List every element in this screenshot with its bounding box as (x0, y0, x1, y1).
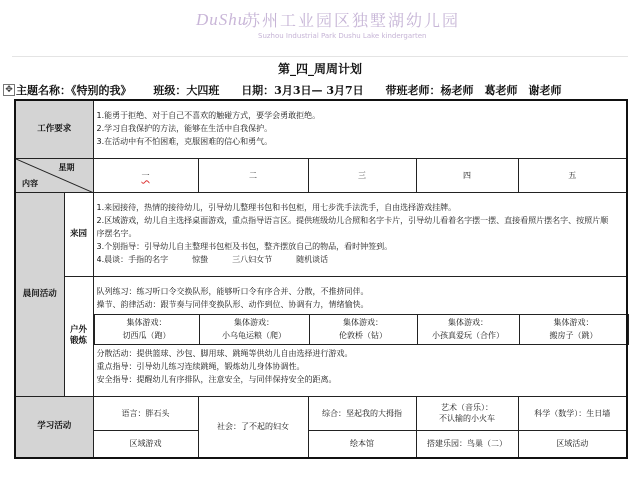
arrival-content (93, 192, 627, 276)
theme-name: 主题名称：《特别的我》 (16, 84, 132, 97)
outdoor-item: 操节、韵律活动：跟节奏与同伴变换队形、动作到位、协调有力，情绪愉快。 (96, 300, 369, 309)
header-diagonal-cell (15, 158, 93, 192)
area-game-mon: 区域游戏 (93, 430, 198, 458)
school-logo (196, 8, 461, 52)
learning-row-1 (15, 396, 627, 430)
header-divider (12, 56, 628, 57)
learning-wed: 综合：坚起我的大拇指 (308, 396, 416, 430)
game-wed: 集体游戏： 伦敦桥（钻） (309, 315, 417, 345)
weekday-thu: 四 (416, 158, 518, 192)
learning-tue: 社会：了不起的妇女 (198, 396, 308, 458)
arrival-item: 序摆名字。 (96, 229, 137, 238)
plan-info (16, 82, 579, 98)
outdoor-item: 重点指导：引导幼儿练习连续跳绳，锻炼幼儿身体协调性。 (96, 362, 305, 371)
weekday-fri: 五 (518, 158, 627, 192)
work-item: 3.在活动中有不怕困难，克服困难的信心和勇气。 (96, 137, 273, 147)
content-label: 内容 (22, 178, 38, 188)
outdoor-item: 队列练习：练习听口令交换队形，能够听口令有序合并、分散，不推挤同伴。 (96, 287, 369, 296)
arrival-item: 2.区域游戏，幼儿自主选择桌面游戏，重点指导语言区。提供班级幼儿合照和名字卡片，引导幼儿看着名字摆一摆、直接看照片摆名字、按照片顺 (96, 216, 609, 225)
games-table (94, 314, 629, 345)
class-name: 班级：大四班 (153, 84, 220, 97)
logo-english-name: Suzhou Industrial Park Dushu Lake kindergarten (258, 32, 427, 40)
outdoor-content (93, 276, 627, 396)
date-range: 日期：3月3日— 3月7日 (241, 84, 364, 97)
game-fri: 集体游戏： 搬房子（跳） (519, 315, 628, 345)
work-requirements-content (93, 100, 627, 158)
outdoor-item: 安全指导：提醒幼儿有序排队，注意安全，与同伴保持安全的距离。 (96, 375, 337, 384)
work-requirements-row (15, 100, 627, 158)
outdoor-label: 户外锻炼 (64, 276, 93, 396)
area-game-fri: 区域活动 (518, 430, 627, 458)
game-mon: 集体游戏： 切西瓜（跑） (94, 315, 199, 345)
logo-mark: DuShu (196, 10, 248, 29)
work-requirements-label: 工作要求 (15, 100, 93, 158)
learning-activity-label: 学习活动 (15, 396, 93, 458)
outdoor-item: 分散活动：提供篮球、沙包、脚用球、跳绳等供幼儿自由选择进行游戏。 (96, 349, 353, 358)
week-label: 星期 (58, 162, 75, 172)
game-thu: 集体游戏： 小孩真爱玩（合作） (417, 315, 519, 345)
arrival-row (15, 192, 627, 276)
logo-chinese-name: 苏州工业园区独墅湖幼儿园 (244, 11, 461, 30)
area-game-thu: 搭建乐园：鸟巢（二） (416, 430, 518, 458)
table-move-handle-icon[interactable]: ✥ (3, 84, 15, 96)
arrival-item: 1.来园接待，热情的接待幼儿，引导幼儿整理书包和书包柜，用七步洗手法洗手，自由选择游戏挂牌。 (96, 203, 457, 212)
learning-thu: 艺术（音乐）： 不认输的小火车 (416, 396, 518, 430)
teachers: 带班老师：杨老师 葛老师 谢老师 (385, 84, 562, 97)
weekly-plan-table (14, 99, 628, 459)
game-tue: 集体游戏： 小乌龟运粮（爬） (199, 315, 309, 345)
weekday-tue: 二 (198, 158, 308, 192)
arrival-label: 来园 (64, 192, 93, 276)
area-game-wed: 绘本馆 (308, 430, 416, 458)
arrival-item: 3.个别指导：引导幼儿自主整理书包柜及书包，整齐摆放自己的物品，看时钟签到。 (96, 242, 393, 251)
learning-row-2 (15, 430, 627, 458)
outdoor-row (15, 276, 627, 396)
weekday-header-row (15, 158, 627, 192)
arrival-item: 4.晨谈：手指的名字 惊蛰 三八妇女节 随机谈话 (96, 255, 329, 264)
page-title: 第_四_周周计划 (277, 62, 362, 76)
weekday-wed: 三 (308, 158, 416, 192)
work-item: 2.学习自我保护的方法，能够在生活中自我保护。 (96, 124, 273, 134)
work-item: 1.能勇于拒绝、对于自己不喜欢的触碰方式，要学会勇敢拒绝。 (96, 111, 321, 121)
weekday-mon: 一 (93, 158, 198, 192)
learning-fri: 科学（数学）：生日墙 (518, 396, 627, 430)
learning-mon: 语言：胖石头 (93, 396, 198, 430)
morning-activity-label: 晨间活动 (15, 192, 64, 396)
